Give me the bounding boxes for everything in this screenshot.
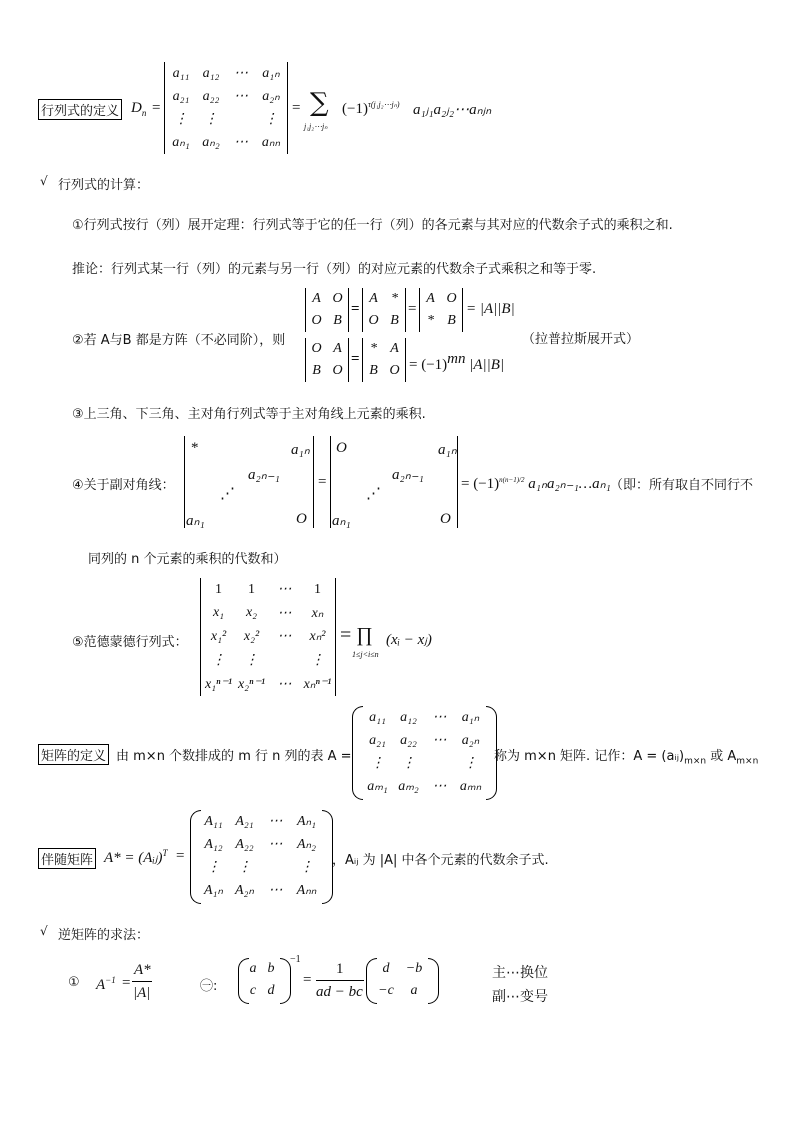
vandermonde-bar (335, 578, 336, 696)
anti-bar (330, 436, 331, 528)
cell: aₘₙ (459, 779, 482, 794)
cell: B (390, 313, 399, 328)
cell: O (311, 313, 322, 328)
cell: A (426, 291, 435, 306)
expansion-theorem: ①行列式按行（列）展开定理：行列式等于它的任一行（列）的各元素与其对应的代数余子式的乘积之和. (72, 218, 673, 233)
cell: Aₙₙ (296, 883, 317, 898)
laplace-bar (405, 338, 406, 382)
laplace-note: （拉普拉斯展开式） (522, 332, 640, 347)
laplace-bar (348, 288, 349, 332)
cell: d (382, 961, 390, 976)
cell: O (296, 511, 307, 527)
cell: ⋯ (432, 710, 447, 725)
cell: * (427, 313, 434, 328)
cell: B (333, 313, 342, 328)
cell: * (391, 291, 398, 306)
cell: x₁ⁿ⁻¹ (204, 676, 233, 692)
cell: ⋮ (237, 860, 252, 875)
frac-line (132, 981, 152, 982)
inverse-item-1-num: ① (68, 975, 80, 990)
cell: xₙ (311, 605, 324, 621)
vandermonde-matrix (202, 578, 334, 696)
cell: ⋰ (220, 486, 235, 502)
cell: a₂ₙ (461, 733, 480, 748)
det-cell: ⋮ (264, 112, 278, 127)
adjugate-lhs: A* = (Aᵢⱼ)$^T$ (104, 848, 168, 866)
anti-diagonal-result: = $(-1)^{n(n-1)/2}$ a₁ₙa₂ₙ₋₁…aₙ₁ (461, 476, 611, 492)
cell: aₘ₁ (367, 779, 388, 794)
det-cell: ⋯ (234, 66, 248, 81)
det-cell: aₙ₁ (172, 135, 190, 150)
cell: ⋮ (299, 860, 314, 875)
cell: ⋯ (268, 814, 283, 829)
sign-term: $(-1)^{\tau(j_1j_2\cdots j_n)}$ (342, 100, 400, 117)
note-anti-sign: 副⋯变号 (492, 989, 548, 1005)
cell: B (447, 313, 456, 328)
cell: O (446, 291, 457, 306)
det-cell: aₙₙ (261, 135, 281, 150)
det-definition-label: 行列式的定义 (38, 99, 122, 120)
adjugate-tail: ，Aᵢⱼ 为 |A| 中各个元素的代数余子式. (332, 853, 549, 868)
det-rhs-eq: = (292, 100, 301, 116)
cell: −c (378, 983, 394, 998)
cell: a (410, 983, 418, 998)
cell: O (332, 291, 343, 306)
cell: aₙ₁ (332, 513, 351, 529)
check-mark: √ (40, 924, 48, 938)
cell: a₁ₙ (461, 710, 480, 725)
cell: A (390, 341, 399, 356)
inverse-heading: 逆矩阵的求法： (58, 928, 150, 943)
det-cell: aₙ₂ (202, 135, 220, 150)
inv-sup: −1 (290, 954, 301, 965)
cell: O (311, 341, 322, 356)
inverse-lhs: $A^{-1}$ (96, 975, 116, 993)
matrix-def-text: 由 m×n 个数排成的 m 行 n 列的表 A = (116, 749, 352, 764)
vandermonde-prod: = ∏ (340, 624, 373, 646)
laplace-m5 (363, 338, 405, 382)
cell: A₂₁ (235, 813, 254, 829)
laplace-result-1: = |A||B| (466, 301, 515, 317)
cell: O (440, 511, 451, 527)
det-cell: a₂₂ (202, 88, 220, 104)
eq: = (318, 474, 327, 490)
anti-diagonal-note: （即：所有取自不同行不 (610, 478, 754, 493)
corollary: 推论：行列式某一行（列）的元素与另一行（列）的对应元素的代数余子式乘积之和等于零. (72, 262, 597, 277)
anti-bar (184, 436, 185, 528)
cell: A₁₂ (204, 836, 223, 852)
inverse-eq: = (122, 975, 131, 991)
det-calc-heading: 行列式的计算： (58, 178, 150, 193)
det-cell: ⋯ (234, 135, 248, 150)
cell: a₂₂ (400, 732, 417, 748)
cell: ⋯ (277, 676, 292, 692)
det-cell: ⋮ (174, 112, 188, 127)
inverse-frac-top: A* (134, 962, 151, 978)
cell: ⋮ (310, 653, 325, 669)
cell: B (369, 363, 378, 378)
frac-line (316, 980, 364, 981)
cell: ⋰ (366, 486, 381, 502)
cell: A (369, 291, 378, 306)
matrix-def-matrix (362, 706, 486, 798)
cell: x₂² (243, 628, 260, 644)
inv-frac-bot: ad − bc (316, 984, 363, 1000)
cell: a₁₂ (400, 709, 417, 725)
laplace-prefix: ②若 A与B 都是方阵（不必同阶），则 (72, 333, 286, 348)
anti-bar (457, 436, 458, 528)
det-lhs: $D_n$ (131, 100, 147, 118)
product-term: a₁ⱼ₁a₂ⱼ₂⋯aₙⱼₙ (413, 102, 492, 118)
sum-index: j₁j₂⋯jₙ (304, 122, 328, 131)
vandermonde-prefix: ⑤范德蒙德行列式： (72, 635, 188, 650)
cell: −b (405, 961, 423, 976)
cell: B (312, 363, 321, 378)
laplace-m3 (420, 288, 462, 332)
vandermonde-index: 1≤j<i≤n (352, 650, 379, 659)
cell: a₂ₙ₋₁ (392, 467, 424, 483)
inverse-item-2-mark: ㊀: (200, 979, 218, 994)
cell: * (191, 440, 199, 456)
det-bar-right (287, 62, 288, 154)
cell: A₂₂ (235, 836, 254, 852)
cell: O (389, 363, 400, 378)
laplace-bar (462, 288, 463, 332)
cell: A₁₁ (204, 813, 223, 829)
det-cell: a₂ₙ (262, 89, 280, 104)
cell: Aₙ₁ (297, 814, 316, 829)
cell: a₁ₙ (438, 442, 457, 458)
cell: O (368, 313, 379, 328)
eq: = (408, 301, 417, 317)
adjugate-matrix (198, 810, 322, 902)
cell: ⋯ (432, 779, 447, 794)
vandermonde-bar (200, 578, 201, 696)
det-cell: a₁₁ (172, 65, 190, 81)
cell: a₂₁ (369, 732, 386, 748)
anti-bar (313, 436, 314, 528)
cell: ⋯ (277, 629, 292, 645)
cell: 1 (314, 581, 321, 597)
det-bar-left (164, 62, 165, 154)
cell: a (249, 961, 257, 976)
matrix-definition-label: 矩阵的定义 (38, 744, 109, 765)
cell: a₁₁ (369, 709, 386, 725)
cell: A₂ₙ (235, 883, 254, 898)
cell: x₂ (245, 605, 258, 621)
sum-symbol: ∑ (310, 88, 329, 118)
cell: ⋮ (463, 756, 478, 771)
cell: aₙ₁ (186, 513, 205, 529)
cell: a₂ₙ₋₁ (248, 467, 280, 483)
cell: ⋯ (432, 733, 447, 748)
cell: ⋮ (211, 653, 226, 669)
adjugate-label: 伴随矩阵 (38, 848, 96, 869)
inv-paren (428, 958, 439, 1004)
inv-2x2-matrix (244, 958, 280, 1002)
adjugate-eq: = (176, 848, 185, 864)
cell: O (336, 440, 347, 456)
cell: ⋯ (277, 582, 292, 598)
det-lhs-eq: = (152, 100, 161, 116)
anti-diagonal-note-2: 同列的 n 个元素的乘积的代数和） (88, 552, 287, 567)
cell: 1 (215, 581, 222, 597)
det-cell: a₁ₙ (262, 66, 280, 81)
cell: ⋯ (268, 837, 283, 852)
vandermonde-tail: (xᵢ − xⱼ) (386, 632, 432, 648)
cell: ⋯ (277, 605, 292, 621)
inv-frac-top: 1 (336, 961, 344, 977)
det-cell: a₂₁ (172, 88, 190, 104)
cell: A₁ₙ (204, 883, 223, 898)
note-main-swap: 主⋯换位 (492, 965, 548, 981)
cell: xₙⁿ⁻¹ (303, 676, 332, 692)
cell: 1 (248, 581, 255, 597)
eq: = (351, 301, 360, 317)
inv-eq: = (303, 972, 312, 988)
matrix-def-tail: 称为 m×n 矩阵. 记作：$A = (aᵢⱼ)_{m\times n}$ 或 $A_{m\times n}$ (494, 749, 759, 767)
cell: aₘ₂ (398, 779, 419, 794)
cell: d (267, 983, 275, 998)
inverse-frac-bot: |A| (133, 985, 151, 1001)
cell: ⋯ (268, 883, 283, 898)
det-cell: ⋮ (204, 112, 218, 127)
laplace-bar (405, 288, 406, 332)
laplace-m2 (363, 288, 405, 332)
cell: x₁ (212, 605, 225, 621)
triangular-rule: ③上三角、下三角、主对角行列式等于主对角线上元素的乘积. (72, 407, 426, 422)
cell: x₁² (210, 628, 227, 644)
cell: O (332, 363, 343, 378)
det-cell: a₁₂ (202, 65, 220, 81)
det-def-matrix (166, 62, 286, 154)
laplace-m1 (306, 288, 348, 332)
cell: * (370, 341, 377, 356)
det-cell: ⋯ (234, 89, 248, 104)
cell: A (333, 341, 342, 356)
cell: b (267, 961, 275, 976)
cell: ⋮ (370, 756, 385, 771)
anti-diagonal-prefix: ④关于副对角线： (72, 478, 175, 493)
cell: c (249, 983, 257, 998)
laplace-m4 (306, 338, 348, 382)
inv-result-matrix (372, 958, 428, 1002)
laplace-result-2: = $(-1)^{mn}$ |A||B| (409, 351, 505, 373)
eq: = (351, 351, 360, 367)
cell: a₁ₙ (291, 442, 310, 458)
cell: ⋮ (206, 860, 221, 875)
cell: ⋮ (401, 756, 416, 771)
check-mark: √ (40, 174, 48, 188)
laplace-bar (348, 338, 349, 382)
cell: ⋮ (244, 653, 259, 669)
cell: A (312, 291, 321, 306)
cell: xₙ² (309, 629, 326, 645)
cell: Aₙ₂ (297, 837, 316, 852)
cell: x₂ⁿ⁻¹ (237, 676, 266, 692)
